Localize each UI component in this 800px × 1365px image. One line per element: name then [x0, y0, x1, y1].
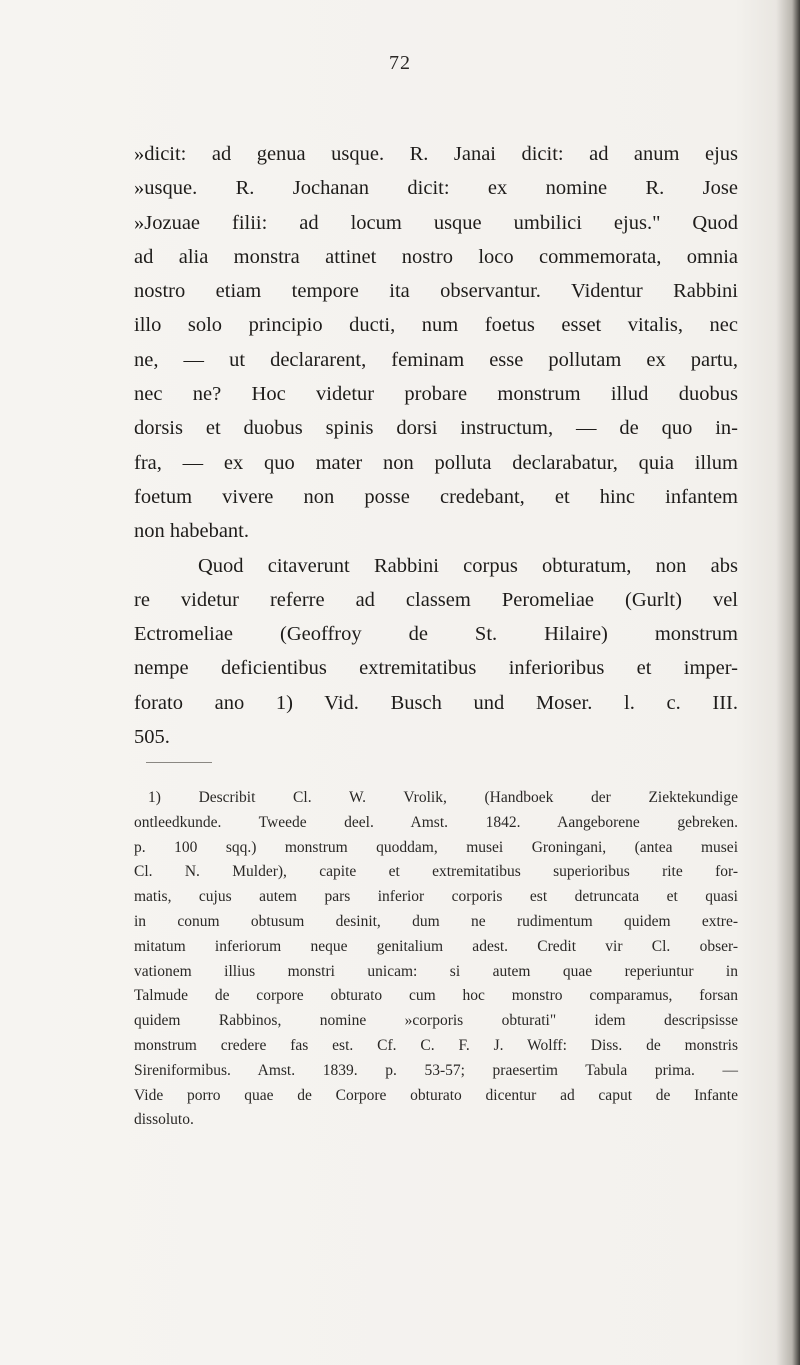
main-text [134, 137, 738, 754]
text-line: ne, — ut declararent, feminam esse pollutam ex partu, [134, 348, 738, 371]
text-line: »dicit: ad genua usque. R. Janai dicit: ad anum ejus [134, 143, 738, 165]
text-line: »Jozuae filii: ad locum usque umbilici ejus." Quod [134, 211, 738, 234]
text-line: nec ne? Hoc videtur probare monstrum illud duobus [134, 383, 738, 406]
text-line: fra, — ex quo mater non polluta declarabatur, quia illum [134, 451, 738, 474]
text-line: ad alia monstra attinet nostro loco commemorata, omnia [134, 245, 738, 268]
text-line: non habebant. [134, 520, 249, 543]
text-line: Quod citaverunt Rabbini corpus obturatum, non abs [198, 554, 738, 577]
text-line: Ectromeliae (Geoffroy de St. Hilaire) monstrum [134, 623, 738, 646]
text-line: illo solo principio ducti, num foetus esset vitalis, nec [134, 314, 738, 337]
footnote-line: p. 100 sqq.) monstrum quoddam, musei Groningani, (antea musei [134, 838, 738, 856]
footnote-divider [146, 762, 212, 763]
text-line: nostro etiam tempore ita observantur. Videntur Rabbini [134, 280, 738, 303]
text-line: 505. [134, 726, 170, 749]
footnote-line: Vide porro quae de Corpore obturato dicentur ad caput de Infante [134, 1086, 738, 1104]
footnote-line: quidem Rabbinos, nomine »corporis obturati" idem descripsisse [134, 1012, 738, 1030]
text-line: »usque. R. Jochanan dicit: ex nomine R. Jose [134, 177, 738, 200]
text-line: re videtur referre ad classem Peromeliae (Gurlt) vel [134, 588, 738, 611]
footnote-line: ontleedkunde. Tweede deel. Amst. 1842. Aangeborene gebreken. [134, 813, 738, 831]
footnote-line: mitatum inferiorum neque genitalium adest. Credit vir Cl. obser- [134, 937, 738, 955]
footnote-line: 1) Describit Cl. W. Vrolik, (Handboek der Ziektekundige [148, 789, 738, 806]
footnote-line: in conum obtusum desinit, dum ne rudimentum quidem extre- [134, 912, 738, 930]
footnote-line: vationem illius monstri unicam: si autem quae reperiuntur in [134, 962, 738, 980]
text-line: nempe deficientibus extremitatibus inferioribus et imper- [134, 657, 738, 680]
footnote-line: Cl. N. Mulder), capite et extremitatibus superioribus rite for- [134, 863, 738, 881]
text-line: forato ano 1) Vid. Busch und Moser. l. c. III. [134, 691, 738, 714]
footnote-line: dissoluto. [134, 1111, 194, 1129]
footnote-line: Talmude de corpore obturato cum hoc monstro comparamus, forsan [134, 987, 738, 1005]
text-line: foetum vivere non posse credebant, et hinc infantem [134, 485, 738, 508]
footnote-line: monstrum credere fas est. Cf. C. F. J. Wolff: Diss. de monstris [134, 1036, 738, 1054]
footnote-line: Sireniformibus. Amst. 1839. p. 53-57; praesertim Tabula prima. — [134, 1061, 738, 1079]
page-number: 72 [389, 52, 411, 74]
footnotes [134, 786, 738, 1133]
text-line: dorsis et duobus spinis dorsi instructum, — de quo in- [134, 417, 738, 440]
footnote-line: matis, cujus autem pars inferior corporis est detruncata et quasi [134, 888, 738, 906]
